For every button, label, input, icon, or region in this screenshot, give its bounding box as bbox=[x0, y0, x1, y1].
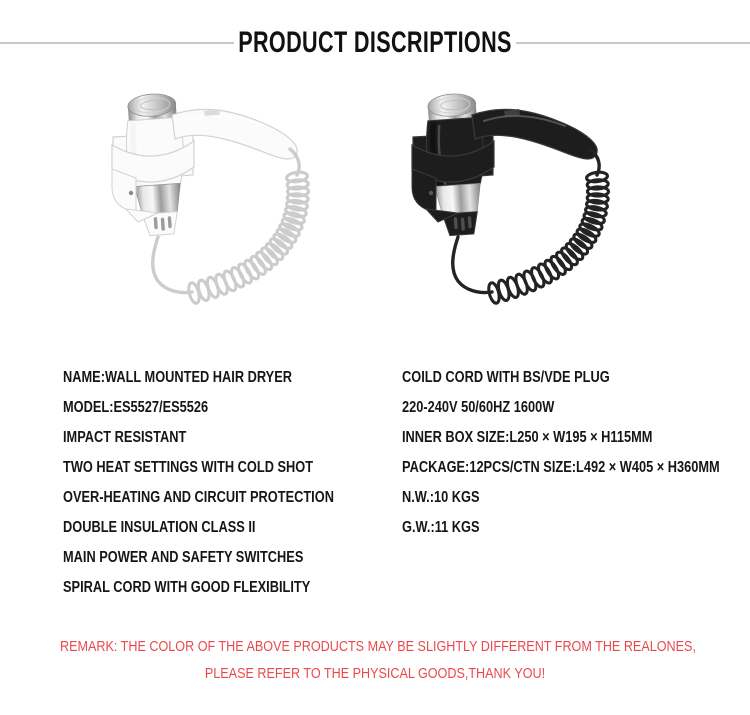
spec-line-package: PACKAGE:12PCS/CTN SIZE:L492 × W405 × H360MM bbox=[401, 459, 720, 476]
spec-columns bbox=[0, 363, 750, 603]
spec-line-overheating: OVER-HEATING AND CIRCUIT PROTECTION bbox=[63, 489, 334, 506]
black-hair-dryer-illustration bbox=[400, 85, 650, 335]
spec-line-heat-settings: TWO HEAT SETTINGS WITH COLD SHOT bbox=[63, 459, 314, 476]
spec-line-voltage: 220-240V 50/60HZ 1600W bbox=[401, 399, 554, 416]
section-header bbox=[0, 26, 750, 60]
spec-line-net-weight: N.W.:10 KGS bbox=[401, 489, 480, 506]
spec-line-impact: IMPACT RESISTANT bbox=[63, 429, 187, 446]
spec-line-coild-cord: COILD CORD WITH BS/VDE PLUG bbox=[401, 369, 610, 386]
spec-line-name: NAME:WALL MOUNTED HAIR DRYER bbox=[63, 369, 292, 386]
spec-line-inner-box: INNER BOX SIZE:L250 × W195 × H115MM bbox=[401, 429, 653, 446]
title-rule-left bbox=[0, 42, 234, 44]
remark bbox=[0, 633, 750, 687]
product-image-black-hair-dryer bbox=[400, 85, 650, 335]
title-rule-right bbox=[516, 42, 750, 44]
product-images bbox=[0, 85, 750, 335]
spec-line-switches: MAIN POWER AND SAFETY SWITCHES bbox=[63, 549, 304, 566]
spec-line-gross-weight: G.W.:11 KGS bbox=[401, 519, 480, 536]
product-image-white-hair-dryer bbox=[100, 85, 350, 335]
spec-column-right bbox=[402, 363, 750, 603]
remark-line-1: REMARK: THE COLOR OF THE ABOVE PRODUCTS MAY BE SLIGHTLY DIFFERENT FROM THE REALONES, bbox=[60, 638, 696, 655]
title-wrap bbox=[238, 26, 512, 60]
white-hair-dryer-illustration bbox=[100, 85, 350, 335]
spec-line-model: MODEL:ES5527/ES5526 bbox=[63, 399, 209, 416]
spec-column-left bbox=[63, 363, 402, 603]
spec-line-insulation: DOUBLE INSULATION CLASS II bbox=[63, 519, 256, 536]
page-title: PRODUCT DISCRIPTIONS bbox=[238, 26, 512, 59]
spec-line-spiral-cord: SPIRAL CORD WITH GOOD FLEXIBILITY bbox=[63, 579, 311, 596]
remark-line-2: PLEASE REFER TO THE PHYSICAL GOODS,THANK YOU! bbox=[204, 665, 546, 682]
